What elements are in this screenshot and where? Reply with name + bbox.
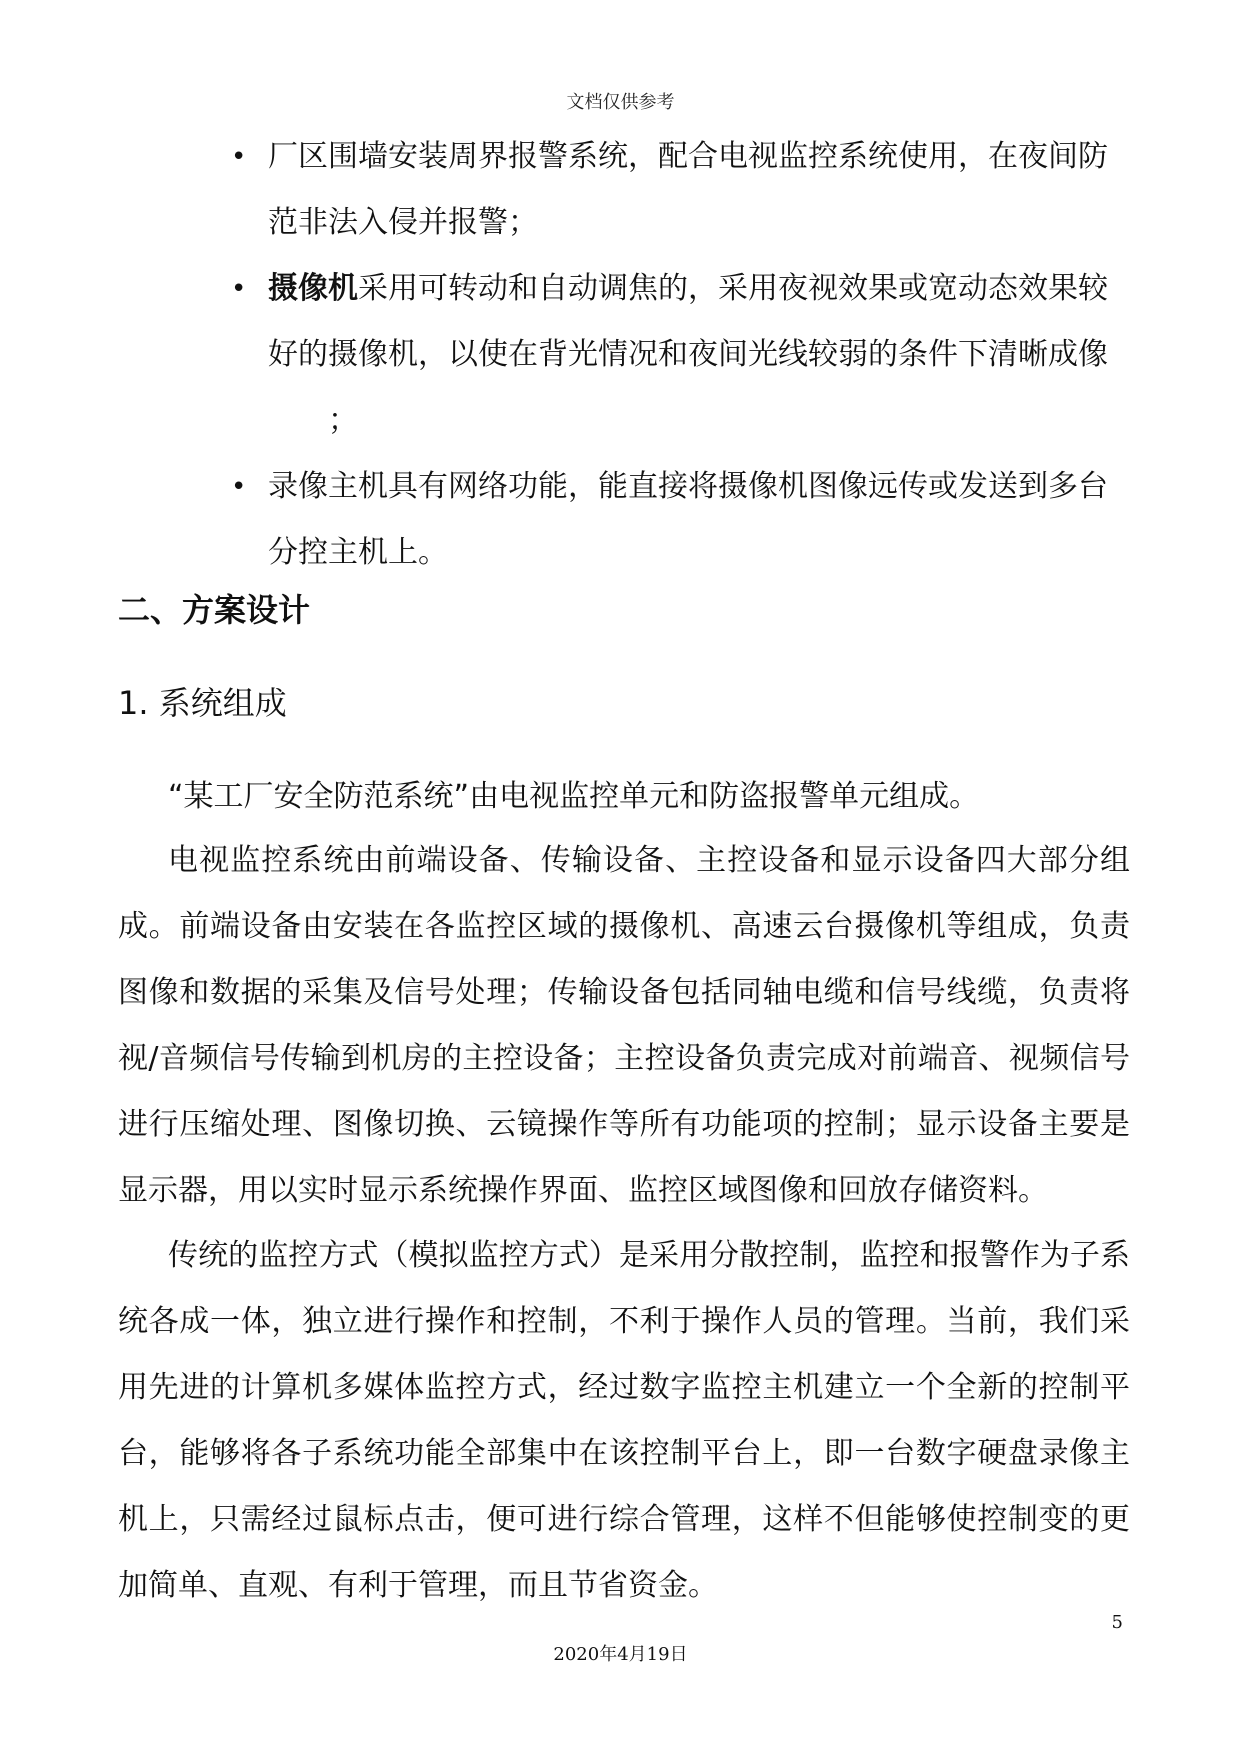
bullet-tail: ； [328,403,358,438]
bullet-text: 录像主机具有网络功能，能直接将摄像机图像远传或发送到多台分控主机上。 [268,469,1108,570]
bullet-text: 采用可转动和自动调焦的，采用夜视效果或宽动态效果较好的摄像机，以使在背光情况和夜间光线较弱的条件下清晰成像 [268,271,1108,372]
bullet-item-recorder-network [223,454,1123,586]
section-heading: 二、方案设计 [118,591,311,629]
page-footer-date: 2020年4月19日 [553,1644,688,1665]
page-header: 文档仅供参考 [566,92,675,113]
paragraph-intro: “某工厂安全防范系统”由电视监控单元和防盗报警单元组成。 [168,779,980,814]
subsection-heading: 1. 系统组成 [118,684,287,722]
paragraph-system-composition: 电视监控系统由前端设备、传输设备、主控设备和显示设备四大部分组成。前端设备由安装在各监控区域的摄像机、高速云台摄像机等组成，负责图像和数据的采集及信号处理；传输设备包括同轴电缆和信号线缆，负责将视/音频信号传输到机房的主控设备；主控设备负责完成对前端音、视频信号进行压缩处理、图像切换、云镜操作等所有功能项的控制；显示设备主要是显示器，用以实时显示系统操作界面、监控区域图像和回放存储资料。 [118,843,1130,1208]
bullet-list [223,124,1123,586]
bullet-text: 厂区围墙安装周界报警系统，配合电视监控系统使用，在夜间防范非法入侵并报警； [268,139,1108,240]
bullet-item-perimeter-alarm [223,124,1123,256]
page-number: 5 [1111,1612,1123,1633]
paragraph-traditional-vs-digital: 传统的监控方式（模拟监控方式）是采用分散控制，监控和报警作为子系统各成一体，独立进行操作和控制，不利于操作人员的管理。当前，我们采用先进的计算机多媒体监控方式，经过数字监控主机建立一个全新的控制平台，能够将各子系统功能全部集中在该控制平台上，即一台数字硬盘录像主机上，只需经过鼠标点击，便可进行综合管理，这样不但能够使控制变的更加简单、直观、有利于管理，而且节省资金。 [118,1238,1130,1603]
bullet-item-camera [223,256,1123,454]
bullet-strong-term: 摄像机 [268,271,358,306]
